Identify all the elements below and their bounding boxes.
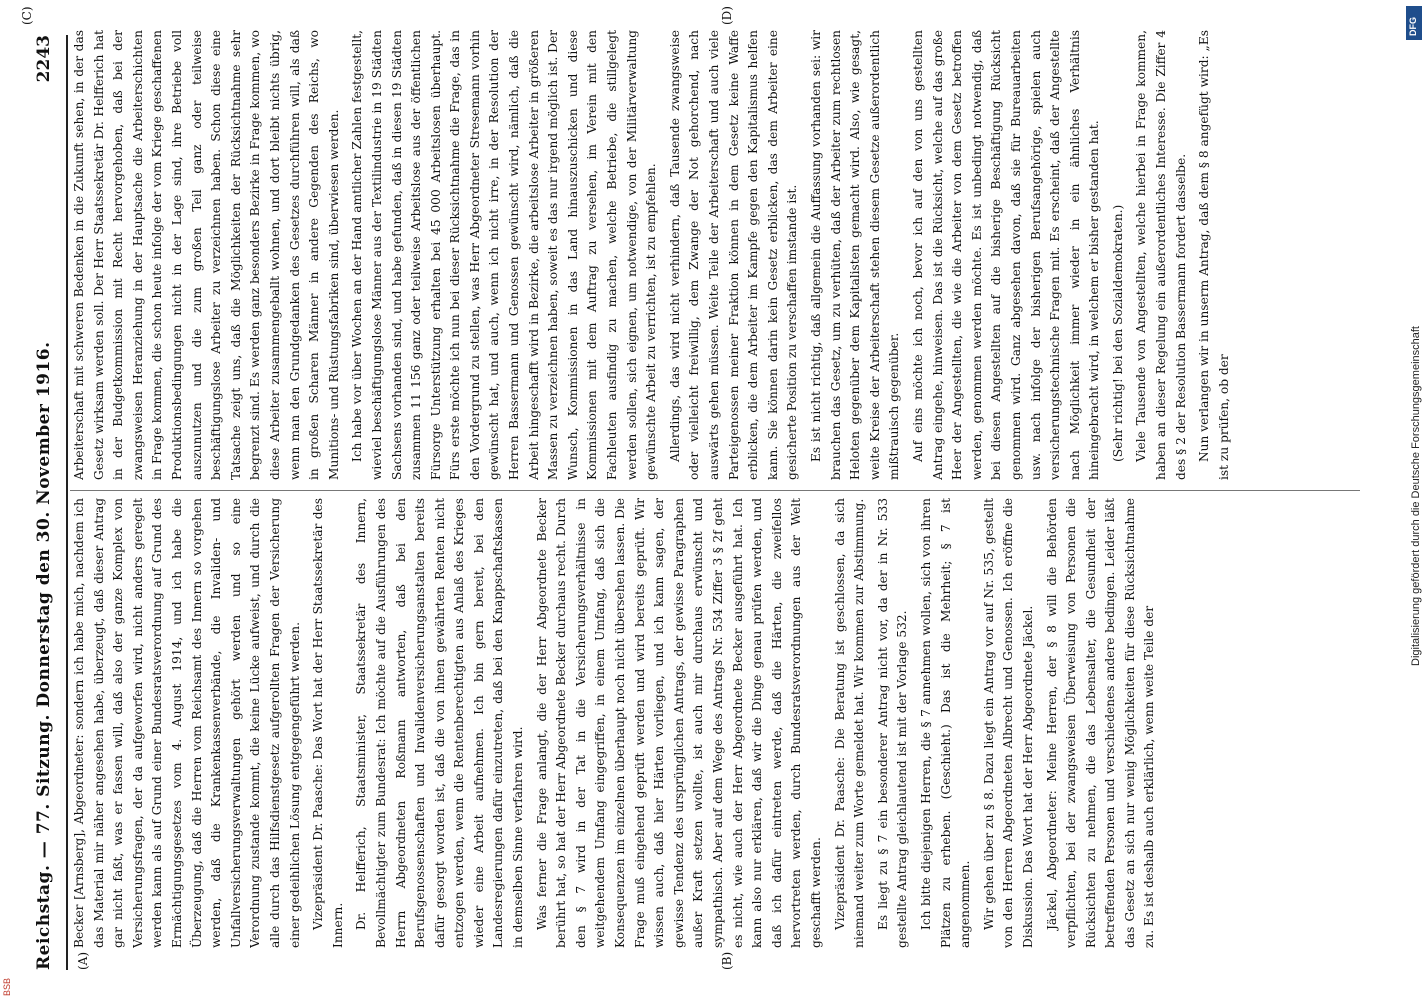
- running-header: [26, 35, 66, 970]
- paragraph: Arbeiterschaft mit schweren Bedenken in die Zukunft sehen, in der das Gesetz wirksam werden soll. Der Herr Staatssekretär Dr. Helfferich hat in der Budgetkommission mit Recht hervorgehoben, daß bei der zwangsweisen Heranziehung in der Hauptsache die Arbeiterschichten in Frage kommen, die schon heute infolge der vom Kriege geschaffenen Produktionsbedingungen nicht in der Lage sind, ihre Betriebe voll auszunutzen und die zum großen Teil ganz oder teilweise beschäftigungslose Arbeiter zu verzeichnen haben. Schon diese eine Tatsache zeigt uns, daß die Möglichkeiten der Rücksichtnahme sehr begrenzt sind. Es werden ganz besonders Bezirke in Frage kommen, wo diese Arbeiter zusammengeballt wohnen, und dort bleibt nichts übrig, wenn man den Grundgedanken des Gesetzes durchführen will, als daß in großen Scharen Männer in andere Gegenden des Reichs, wo Munitions- und Rüstungsfabriken sind, überwiesen werden.: [72, 30, 341, 480]
- header-rule: [66, 35, 68, 970]
- paragraph: Vizepräsident Dr. Paasche: Die Beratung ist geschlossen, da sich niemand weiter zum Worte gemeldet hat. Wir kommen zur Abstimmung.: [832, 498, 867, 948]
- column-divider: [70, 490, 1360, 491]
- paragraph: Becker [Arnsberg], Abgeordneter: sondern ich habe mich, nachdem ich das Material mir näher angesehen habe, überzeugt, daß dieser Antrag gar nicht faßt, was er fassen will, daß also der ganze Komplex von Versicherungsfragen, der da aufgeworfen wird, nicht anders geregelt werden kann als auf Grund einer Bundesratsverordnung auf Grund des Ermächtigungsgesetzes vom 4. August 1914, und ich habe die Überzeugung, daß die Herren vom Reichsamt des Innern so vorgehen werden, daß die Krankenkassenverbände, die Invaliden- und Unfallversicherungsverwaltungen gehört werden und so eine Verordnung zustande kommt, die keine Lücke aufweist, und durch die alle durch das Hilfsdienstgesetz aufgerollten Fragen der Versicherung einer gedeihlichen Lösung entgegengeführt werden.: [72, 498, 302, 948]
- paragraph: Es liegt zu § 7 ein besonderer Antrag nicht vor, da der in Nr. 533 gestellte Antrag gleichlautend ist mit der Vorlage 532.: [875, 498, 910, 948]
- text-column-right: [70, 30, 1360, 480]
- paragraph: Jäckel, Abgeordneter: Meine Herren, der § 8 will die Behörden verpflichten, bei der zwangsweisen Überweisung von Personen die Rücksichten zu nehmen, die das Lebensalter, die Gesundheit der betreffenden Personen und verschiedenes andere bedingen. Leider läßt das Gesetz an sich nur wenig Möglichkeiten für diese Rücksichtnahme zu. Es ist deshalb auch erklärlich, wenn weite Teile der: [1044, 498, 1157, 948]
- margin-marker-d: (D): [720, 6, 734, 25]
- digitization-credit: [1400, 0, 1424, 1000]
- paragraph: Nun verlangen wir in unserm Antrag, daß dem § 8 angefügt wird: „Es ist zu prüfen, ob der: [1197, 30, 1231, 480]
- paragraph: Ich bitte diejenigen Herren, die § 7 annehmen wollen, sich von ihren Plätzen zu erheben. (Geschieht.) Das ist die Mehrheit; § 7 ist angenommen.: [918, 498, 973, 948]
- credit-text: Digitalisierung gefördert durch die Deutsche Forschungsgemeinschaft: [1410, 326, 1422, 666]
- paragraph: Dr. Helfferich, Staatsminister, Staatssekretär des Innern, Bevollmächtigter zum Bundesrat: Ich möchte auf die Ausführungen des Herrn Abgeordneten Roßmann antworten, daß bei den Berufsgenossenschaften und Invalidenversicherungsanstalten bereits dafür gesorgt worden ist, daß die von ihnen gewährten Renten nicht entzogen werden, wenn die Rentenberechtigten aus Anlaß des Krieges wieder eine Arbeit aufnehmen. Ich bin gern bereit, bei den Landesregierungen dafür einzutreten, daß bei den Knappschaftskassen in demselben Sinne verfahren wird.: [354, 498, 526, 948]
- margin-marker-b: (B): [720, 951, 734, 970]
- library-mark: [2, 960, 16, 996]
- library-mark-text: BSB: [2, 977, 12, 996]
- running-title: Reichstag. — 77. Sitzung. Donnerstag den 30. November 1916.: [34, 341, 54, 970]
- paragraph: Allerdings, das wird nicht verhindern, daß Tausende zwangsweise oder vielleicht freiwillig, dem Zwange der Not gehorchend, nach auswärts gehen müssen. Weite Teile der Arbeiterschaft und auch viele Parteigenossen meiner Fraktion können in dem Gesetz keine Waffe erblicken, die dem Arbeiter im Kampfe gegen den Kapitalismus helfen kann. Sie können darin kein Gesetz erblicken, das dem Arbeiter eine gesicherte Position zu verschaffen imstande ist.: [667, 30, 800, 480]
- paragraph: Vizepräsident Dr. Paasche: Das Wort hat der Herr Staatssekretär des Innern.: [311, 498, 345, 948]
- paragraph: Wir gehen über zu § 8. Dazu liegt ein Antrag vor auf Nr. 535, gestellt von den Herren Abgeordneten Albrecht und Genossen. Ich eröffne die Diskussion. Das Wort hat der Herr Abgeordnete Jäckel.: [981, 498, 1035, 948]
- paragraph: Viele Tausende von Angestellten, welche hierbei in Frage kommen, haben an dieser Regelung ein außerordentliches Interesse. Die Ziffer 4 des § 2 der Resolution Bassermann fordert dasselbe.: [1134, 30, 1188, 480]
- margin-marker-a: (A): [76, 951, 90, 970]
- paragraph: (Sehr richtig! bei den Sozialdemokraten.): [1110, 204, 1125, 462]
- dfg-logo: [1406, 6, 1422, 40]
- paragraph: Es ist nicht richtig, daß allgemein die Auffassung vorhanden sei: wir brauchen das Gesetz, um zu verhüten, daß der Arbeiter zum rechtlosen Heloten gegenüber dem Kapitalisten gemacht wird. Also, wie gesagt, weite Kreise der Arbeiterschaft stehen diesem Gesetze außerordentlich mißtrauisch gegenüber.: [808, 30, 902, 480]
- margin-marker-c: (C): [20, 6, 34, 25]
- paragraph: Auf eins möchte ich noch, bevor ich auf den von uns gestellten Antrag eingehe, hinweisen. Das ist die Rücksicht, welche auf das große Heer der Angestellten, die wie die Arbeiter von dem Gesetz betroffen werden, genommen werden möchte. Es ist unbedingt notwendig, daß bei diesen Angestellten auf die bisherige Beschäftigung Rücksicht genommen wird. Ganz abgesehen davon, daß sie für Bureauarbeiten usw. nach infolge der bisherigen Berufsangehörige, spielen auch versicherungstechnische Fragen mit. Es erscheint, daß der Angestellte nach Möglichkeit immer wieder in ein ähnliches Verhältnis hineingebracht wird, in welchem er bisher gestanden hat.: [910, 30, 1102, 480]
- paragraph: Was ferner die Frage anlangt, die der Herr Abgeordnete Becker berührt hat, so hat der Herr Abgeordnete Becker durchaus recht. Durch den § 7 wird in der Tat in die Versicherungsverhältnisse in weitgehendem Umfang eingegriffen, in einem Umfang, daß sich die Konsequenzen im einzelnen überhaupt noch nicht übersehen lassen. Die Frage muß eingehend geprüft werden und wird bereits geprüft. Wir wissen auch, daß hier Härten vorliegen, und ich kann sagen, der gewisse Tendenz des ursprünglichen Antrags, der gewisse Paragraphen außer Kraft setzen wollte, ist auch mir durchaus erwünscht und sympathisch. Aber auf dem Wege des Antrags Nr. 534 Ziffer 3 § 2f geht es nicht, wie auch der Herr Abgeordnete Becker ausgeführt hat. Ich kann also nur erklären, daß wir die Dinge genau prüfen werden, und daß ich dafür eintreten werde, daß die Härten, die zweifellos hervortreten werden, durch Bundesratsverordnungen aus der Welt geschafft werden.: [534, 498, 823, 948]
- dfg-logo-text: DFG: [1408, 17, 1418, 36]
- paragraph: Ich habe vor über Wochen an der Hand amtlicher Zahlen festgestellt, wieviel beschäftigungslose Männer aus der Textilindustrie in 19 Städten Sachsens vorhanden sind, und habe gefunden, daß in diesen 19 Städten zusammen 11 156 ganz oder teilweise Arbeitslose aus der öffentlichen Fürsorge Unterstützung erhalten bei 45 000 Arbeitslosen überhaupt. Fürs erste möchte ich nun bei dieser Rücksichtnahme die Frage, das in den Vordergrund zu stellen, was Herr Abgeordneter Stresemann vorhin gewünscht hat, und auch, wenn ich nicht irre, in der Resolution der Herren Bassermann und Genossen gewünscht wird, nämlich, daß die Arbeit hingeschafft wird in Bezirke, die arbeitslose Arbeiter in größeren Massen zu verzeichnen haben, soweit es das nur irgend möglich ist. Der Wunsch, Kommissionen in das Land hinauszuschicken und diese Kommissionen mit dem Auftrag zu versehen, im Verein mit den Fachleuten ausfindig zu machen, welche Betriebe, die stillgelegt werden sollen, sich eignen, um notwendige, von der Militärverwaltung gewünschte Arbeit zu verrichten, ist zu empfehlen.: [350, 30, 659, 480]
- text-column-left: [70, 498, 1360, 948]
- page-number: 2243: [34, 35, 54, 83]
